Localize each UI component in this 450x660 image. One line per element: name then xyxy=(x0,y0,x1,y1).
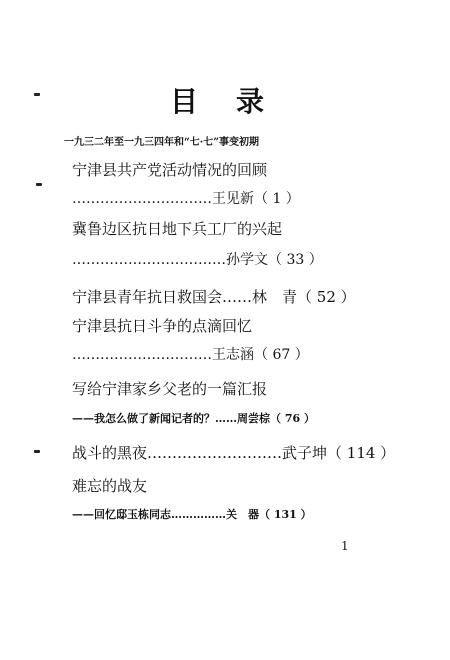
toc-entry-author: …………………………王见新（ 1 ） xyxy=(72,191,300,207)
toc-entry-subline: ——我怎么做了新闻记者的？……周尝棕（ 76 ） xyxy=(72,412,315,425)
section-heading: 一九三二年至一九三四年和“七·七”事变初期 xyxy=(64,137,259,148)
margin-mark xyxy=(34,93,40,96)
toc-entry-subline: ——回忆邸玉栋同志……………关 器（ 131 ） xyxy=(72,508,312,521)
toc-entry-title: 宁津县抗日斗争的点滴回忆 xyxy=(72,317,253,335)
toc-entry-title: 难忘的战友 xyxy=(72,477,148,495)
toc-entry-title: 宁津县青年抗日救国会……林 青（ 52 ） xyxy=(72,288,356,306)
toc-entry-title: 宁津县共产党活动情况的回顾 xyxy=(72,161,268,179)
toc-entry-title: 战斗的黑夜………………………武子坤（ 114 ） xyxy=(72,444,396,462)
toc-entry-title: 写给宁津家乡父老的一篇汇报 xyxy=(72,380,268,398)
page-title: 目录 xyxy=(170,85,303,118)
toc-entry-author: …………………………王志涵（ 67 ） xyxy=(72,347,309,363)
toc-entry-title: 冀鲁边区抗日地下兵工厂的兴起 xyxy=(72,220,283,238)
margin-mark xyxy=(36,183,42,186)
toc-entry-author: ……………………………孙学文（ 33 ） xyxy=(72,252,323,268)
page-number: 1 xyxy=(341,539,349,553)
margin-mark xyxy=(34,450,40,453)
